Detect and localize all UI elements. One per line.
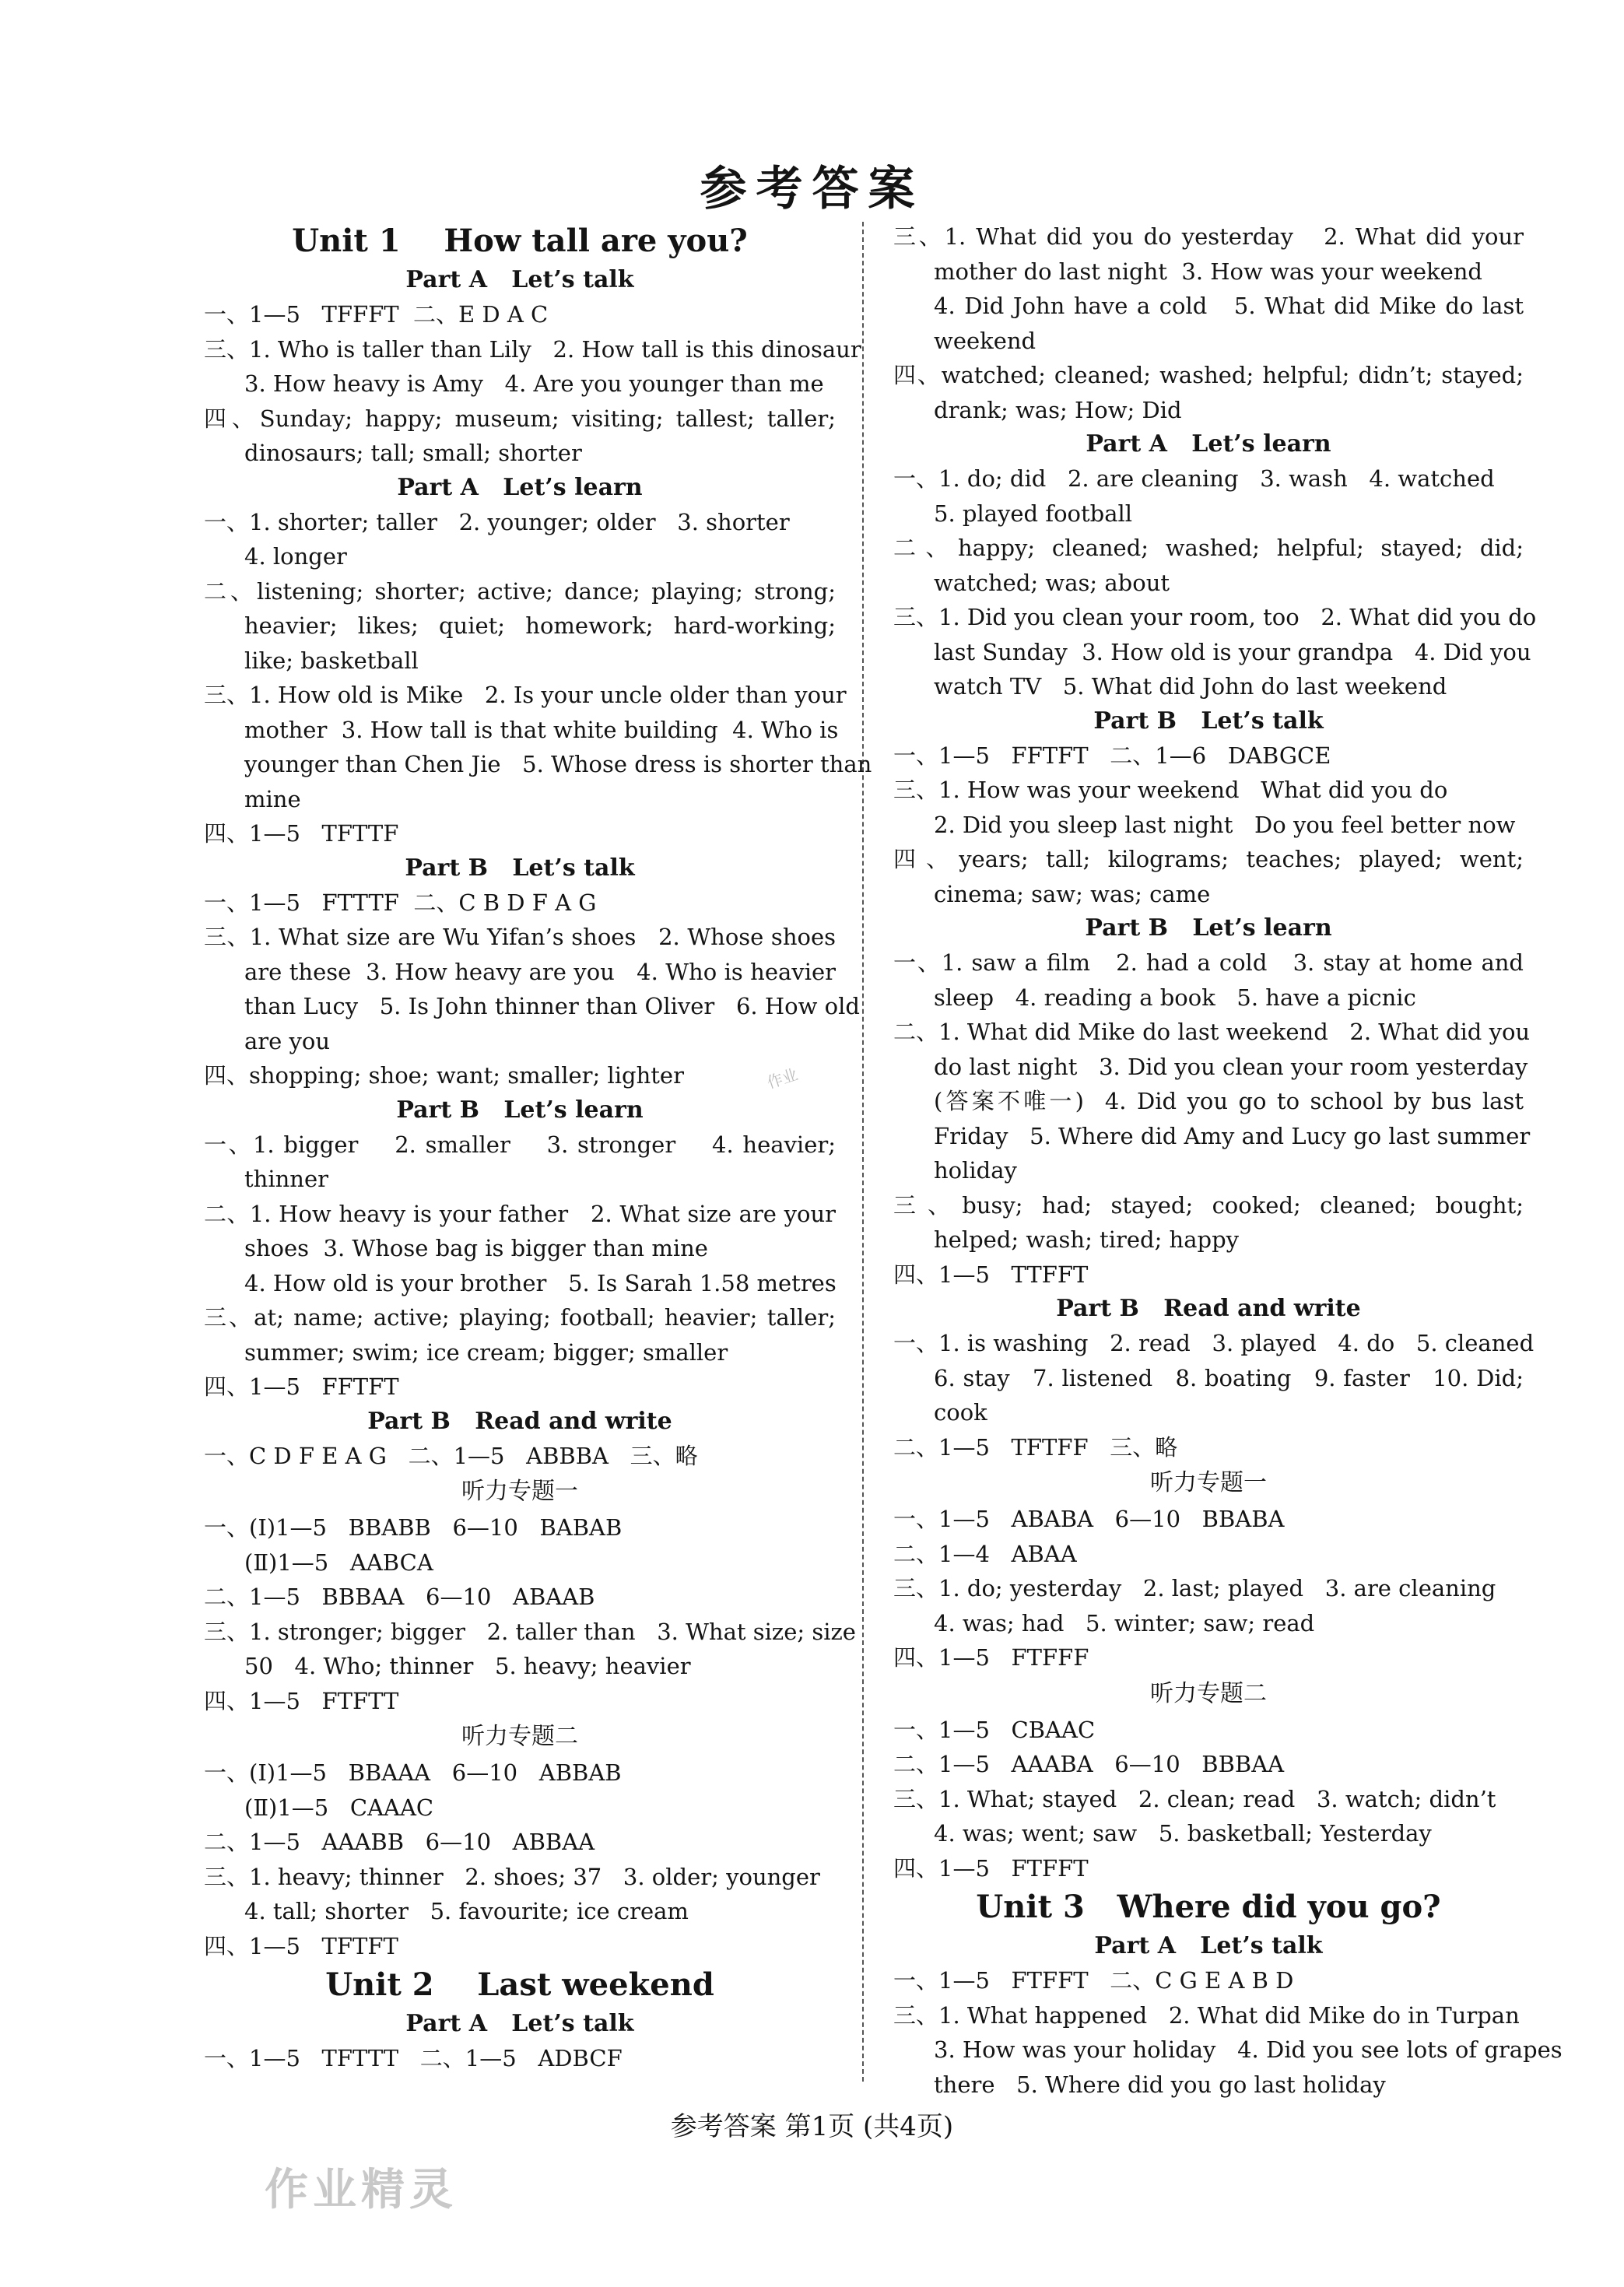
answer-line: watched; was; about — [934, 569, 1170, 596]
answer-line: do last night 3. Did you clean your room yesterday — [934, 1053, 1528, 1080]
answer-line: watch TV 5. What did John do last weekend — [934, 673, 1447, 700]
answer-line: 一、(Ⅰ)1—5 BBABB 6—10 BABAB — [204, 1514, 623, 1541]
answer-line: 三、1. What; stayed 2. clean; read 3. watch; didn’t — [893, 1785, 1496, 1812]
part-heading: Part B Read and write — [1056, 1295, 1361, 1322]
part-heading: Part A Let’s talk — [1094, 1932, 1323, 1959]
answer-line: 二、1—4 ABAA — [893, 1540, 1077, 1567]
answer-line: weekend — [934, 327, 1036, 354]
answer-line: dinosaurs; tall; small; shorter — [244, 440, 582, 466]
page-footer: 参考答案 第1页 (共4页) — [670, 2111, 954, 2142]
answer-line: 三、1. What size are Wu Yifan’s shoes 2. Whose shoes — [204, 924, 836, 950]
answer-line: 一、1—5 FFTFT 二、1—6 DABGCE — [893, 742, 1331, 769]
part-heading: Part B Let’s talk — [405, 854, 635, 882]
answer-line: 四、1—5 FTFTT — [204, 1687, 399, 1714]
answer-line: 四、1—5 TFTFT — [204, 1932, 398, 1959]
answer-line: helped; wash; tired; happy — [934, 1226, 1240, 1253]
answer-line: last Sunday 3. How old is your grandpa 4. Did you — [934, 638, 1531, 665]
answer-line: thinner — [244, 1166, 328, 1192]
answer-line: mine — [244, 785, 301, 812]
answer-line: 一、C D F E A G 二、1—5 ABBBA 三、略 — [204, 1442, 698, 1469]
answer-line: 四、watched; cleaned; washed; helpful; didn’t; stayed; — [893, 362, 1524, 388]
answer-line: 三、busy; had; stayed; cooked; cleaned; bought; — [893, 1191, 1524, 1219]
answer-line: 四、Sunday; happy; museum; visiting; tallest; taller; — [204, 405, 836, 432]
answer-line: are you — [244, 1027, 331, 1054]
answer-line: 二、1. How heavy is your father 2. What size are your — [204, 1200, 836, 1227]
answer-line: 一、1. shorter; taller 2. younger; older 3. shorter — [204, 508, 790, 535]
answer-line: 2. Did you sleep last night Do you feel better now — [934, 811, 1516, 838]
part-heading: Part B Let’s learn — [1085, 914, 1332, 942]
answer-line: (Ⅱ)1—5 CAAAC — [244, 1794, 434, 1821]
part-heading: Part B Read and write — [367, 1407, 672, 1435]
column-divider — [862, 222, 864, 2082]
unit-heading: Unit 2 Last weekend — [325, 1966, 714, 2003]
answer-line: 二、1—5 AAABB 6—10 ABBAA — [204, 1829, 595, 1855]
unit-heading: Unit 3 Where did you go? — [976, 1889, 1441, 1925]
answer-line: 四、1—5 FTFFT — [893, 1854, 1089, 1882]
answer-line: 4. Did John have a cold 5. What did Mike do last — [934, 293, 1524, 319]
answer-line: 一、1—5 CBAAC — [893, 1716, 1096, 1743]
answer-line: 3. How was your holiday 4. Did you see lots of grapes — [934, 2036, 1563, 2063]
answer-line: 4. tall; shorter 5. favourite; ice cream — [244, 1898, 689, 1924]
answer-line: 一、1—5 TFFFT 二、E D A C — [204, 301, 549, 328]
answer-line: 4. How old is your brother 5. Is Sarah 1.58 metres — [244, 1269, 837, 1296]
answer-line: like; basketball — [244, 647, 419, 674]
answer-line: 三、1. What happened 2. What did Mike do in Turpan — [893, 2001, 1520, 2029]
answer-line: Friday 5. Where did Amy and Lucy go last summer — [934, 1122, 1531, 1149]
answer-line: sleep 4. reading a book 5. have a picnic — [934, 984, 1416, 1011]
answer-line: 一、1—5 FTTTF 二、C B D F A G — [204, 889, 597, 916]
answer-line: mother do last night 3. How was your weekend — [934, 258, 1482, 285]
answer-line: summer; swim; ice cream; bigger; smaller — [244, 1338, 728, 1366]
answer-line: mother 3. How tall is that white building 4. Who is — [244, 716, 839, 743]
answer-line: 4. longer — [244, 543, 347, 570]
answer-line: 三、1. Who is taller than Lily 2. How tall is this dinosaur — [204, 335, 861, 363]
topic-heading: 听力专题二 — [1150, 1679, 1267, 1707]
right-column — [893, 219, 1563, 2102]
answer-line: (答案不唯一) 4. Did you go to school by bus last — [934, 1088, 1524, 1114]
stamp-watermark: 作业 — [764, 1065, 801, 1093]
answer-line: 一、1. saw a film 2. had a cold 3. stay at home and — [893, 949, 1524, 976]
answer-line: cook — [934, 1399, 987, 1426]
answer-line: than Lucy 5. Is John thinner than Oliver 6. How old — [244, 993, 860, 1019]
answer-line: 四、shopping; shoe; want; smaller; lighter — [204, 1062, 684, 1089]
answer-line: drank; was; How; Did — [934, 396, 1182, 423]
answer-line: cinema; saw; was; came — [934, 880, 1211, 907]
answer-line: 四、1—5 TFTTF — [204, 820, 399, 847]
answer-line: 一、1. bigger 2. smaller 3. stronger 4. heavier; — [204, 1131, 836, 1158]
answer-line: 一、1. is washing 2. read 3. played 4. do 5. cleaned — [893, 1330, 1535, 1356]
answer-line: 一、1—5 FTFFT 二、C G E A B D — [893, 1967, 1294, 1994]
answer-line: 二、1—5 BBBAA 6—10 ABAAB — [204, 1584, 595, 1610]
answer-line: shoes 3. Whose bag is bigger than mine — [244, 1235, 708, 1261]
answer-line: 一、(Ⅰ)1—5 BBAAA 6—10 ABBAB — [204, 1759, 622, 1786]
part-heading: Part B Let’s learn — [396, 1096, 644, 1124]
answer-line: 四、1—5 FFTFT — [204, 1373, 399, 1400]
answer-line: 四、1—5 TTFFT — [893, 1261, 1089, 1288]
topic-heading: 听力专题一 — [461, 1478, 578, 1505]
answer-line: 4. was; had 5. winter; saw; read — [934, 1609, 1315, 1636]
page-title: 参考答案 — [700, 162, 924, 216]
answer-line: (Ⅱ)1—5 AABCA — [244, 1549, 433, 1576]
answer-line: holiday — [934, 1157, 1017, 1184]
topic-heading: 听力专题一 — [1150, 1469, 1267, 1496]
answer-line: 6. stay 7. listened 8. boating 9. faster 10. Did; — [934, 1364, 1524, 1391]
answer-line: 四、1—5 FTFFF — [893, 1644, 1089, 1671]
part-heading: Part A Let’s talk — [405, 2010, 634, 2037]
answer-line: 一、1. do; did 2. are cleaning 3. wash 4. watched — [893, 465, 1495, 492]
answer-line: 4. was; went; saw 5. basketball; Yesterday — [934, 1820, 1432, 1847]
part-heading: Part B Let’s talk — [1093, 707, 1324, 735]
answer-line: 三、1. What did you do yesterday 2. What did your — [893, 223, 1524, 250]
topic-heading: 听力专题二 — [461, 1723, 578, 1750]
answer-line: 三、1. do; yesterday 2. last; played 3. are cleaning — [893, 1575, 1496, 1601]
answer-line: 二、happy; cleaned; washed; helpful; stayed; did; — [893, 535, 1524, 561]
answer-line: 三、1. How was your weekend What did you do — [893, 777, 1448, 803]
answer-line: heavier; likes; quiet; homework; hard-working; — [244, 612, 836, 639]
answer-line: 一、1—5 TFTTT 二、1—5 ADBCF — [204, 2045, 623, 2071]
bottom-watermark: 作业精灵 — [265, 2164, 458, 2215]
answer-line: 三、1. heavy; thinner 2. shoes; 37 3. older; younger — [204, 1863, 820, 1890]
answer-line: 3. How heavy is Amy 4. Are you younger than me — [244, 370, 824, 397]
answer-line: there 5. Where did you go last holiday — [934, 2071, 1386, 2098]
answer-line: 二、listening; shorter; active; dance; playing; strong; — [204, 577, 836, 605]
part-heading: Part A Let’s learn — [1086, 430, 1331, 458]
answer-line: 二、1—5 TFTFF 三、略 — [893, 1433, 1178, 1461]
answer-line: younger than Chen Jie 5. Whose dress is shorter than — [244, 751, 872, 777]
answer-line: 三、1. stronger; bigger 2. taller than 3. What size; size — [204, 1618, 856, 1645]
answer-line: are these 3. How heavy are you 4. Who is heavier — [244, 958, 836, 985]
answer-line: 三、at; name; active; playing; football; heavier; taller; — [204, 1304, 836, 1331]
part-heading: Part A Let’s learn — [397, 473, 643, 501]
answer-line: 二、1—5 AAABA 6—10 BBBAA — [893, 1751, 1285, 1777]
answer-line: 50 4. Who; thinner 5. heavy; heavier — [244, 1653, 691, 1679]
answer-line: 二、1. What did Mike do last weekend 2. What did you — [893, 1019, 1531, 1045]
answer-line: 一、1—5 ABABA 6—10 BBABA — [893, 1506, 1285, 1532]
part-heading: Part A Let’s talk — [405, 266, 634, 293]
answer-line: 三、1. Did you clean your room, too 2. What did you do — [893, 604, 1537, 630]
answer-line: 四、years; tall; kilograms; teaches; played; went; — [893, 846, 1524, 872]
answer-line: 三、1. How old is Mike 2. Is your uncle older than your — [204, 682, 847, 708]
left-column — [204, 219, 872, 2076]
unit-heading: Unit 1 How tall are you? — [292, 223, 748, 259]
answer-line: 5. played football — [934, 500, 1133, 527]
